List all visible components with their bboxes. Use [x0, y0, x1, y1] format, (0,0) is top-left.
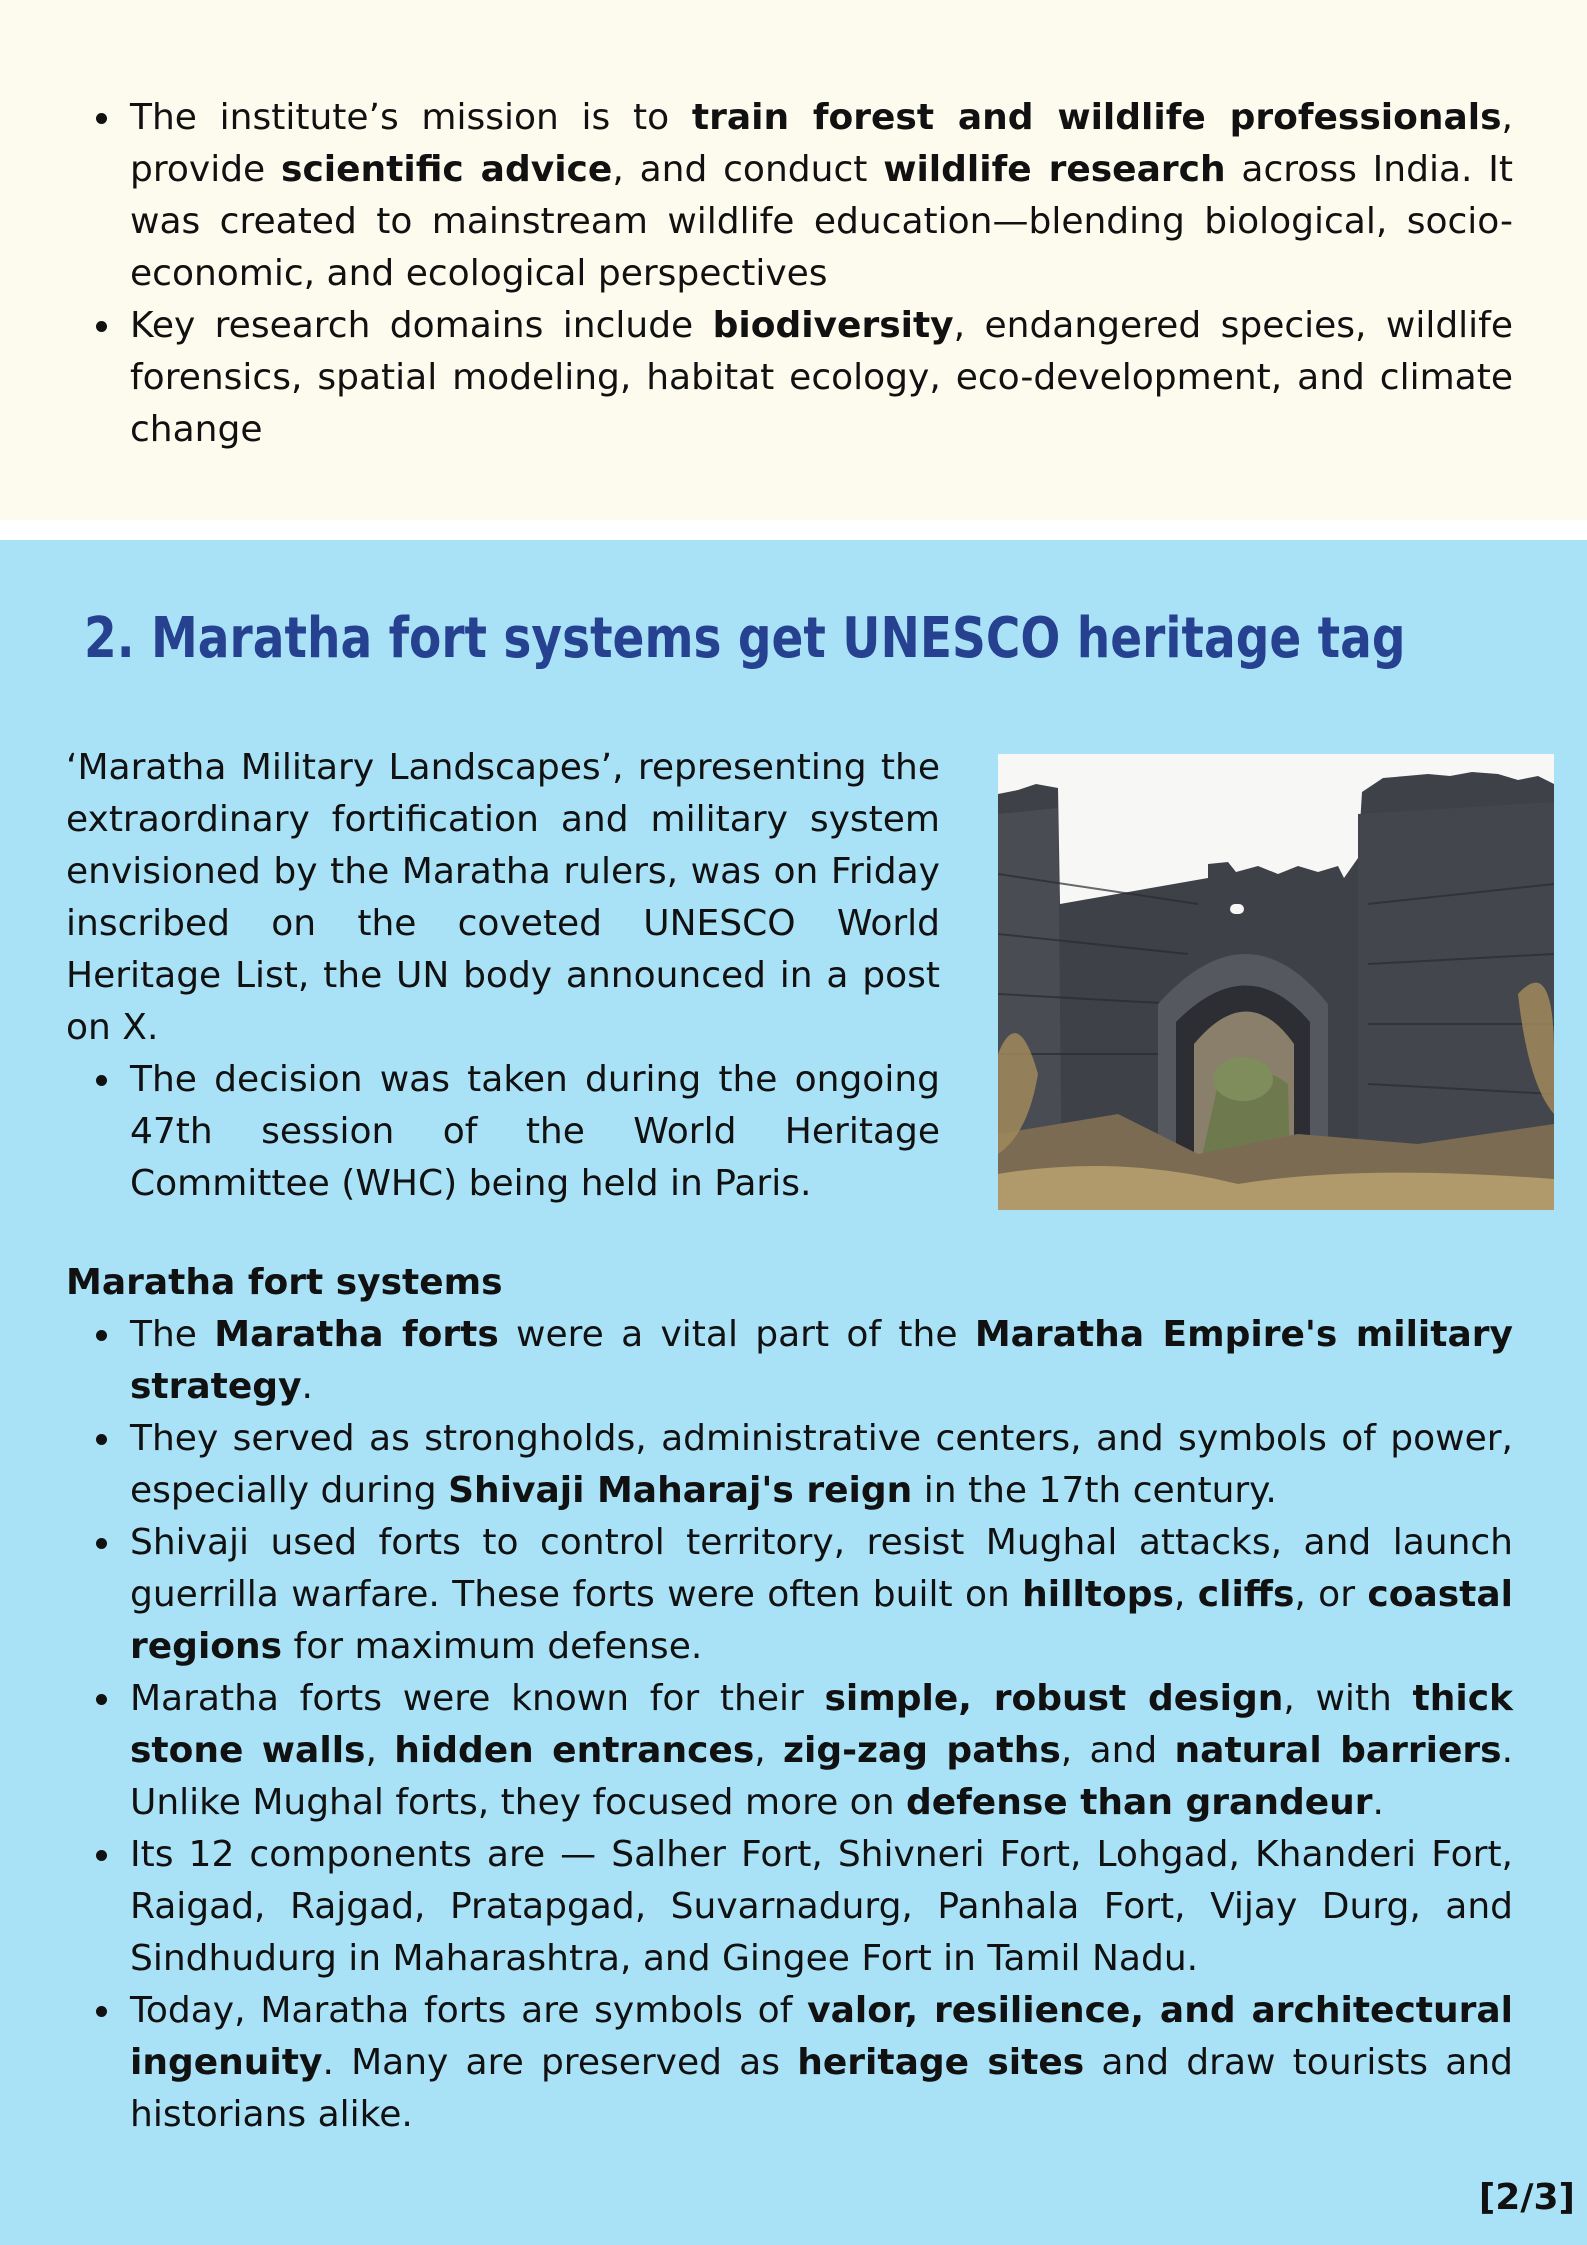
text: , or [1294, 1574, 1368, 1615]
bullet-item [66, 1673, 1513, 1829]
article-heading: 2. Maratha fort systems get UNESCO heritage tag [84, 606, 1406, 671]
text: . Many are preserved as [322, 2042, 798, 2083]
fort-systems-bullet-list [66, 1309, 1513, 2141]
bullet-item [66, 1829, 1513, 1985]
text: across India. It was created to mainstream wildlife education—blending biological, socio-economic, and ecological perspectives [130, 149, 1514, 294]
fort-gate-photo [998, 754, 1554, 1210]
text: , endangered species, wildlife forensics, spatial modeling, habitat ecology, eco-development, and climate change [130, 305, 1513, 450]
text: They served as strongholds, administrative centers, and symbols of power, especially during [130, 1418, 1513, 1511]
bullet-item [66, 1517, 1513, 1673]
text: , and conduct [612, 149, 884, 190]
bold-text: heritage sites [797, 2042, 1085, 2083]
bold-text: natural barriers [1174, 1730, 1502, 1771]
bold-text: defense than grandeur [905, 1782, 1373, 1823]
text: . Unlike Mughal forts, they focused more on [130, 1730, 1514, 1823]
text: , provide [130, 97, 1513, 190]
intro-bullet-list [66, 1054, 940, 1210]
text: . [1372, 1782, 1384, 1823]
text: Today, Maratha forts are symbols of [130, 1990, 808, 2031]
section-divider [0, 520, 1587, 540]
bold-text: cliffs [1197, 1574, 1295, 1615]
top-section [0, 0, 1587, 520]
text: The institute’s mission is to [130, 97, 692, 138]
text: in the 17th century. [912, 1470, 1277, 1511]
bold-text: Maratha Empire's military strategy [130, 1314, 1513, 1407]
text: , [754, 1730, 784, 1771]
bold-text: thick stone walls [130, 1678, 1513, 1771]
bold-text: simple, robust design [824, 1678, 1284, 1719]
bold-text: Shivaji Maharaj's reign [448, 1470, 913, 1511]
text: The decision was taken during the ongoing 47th session of the World Heritage Committee (WHC) being held in Paris. [130, 1059, 940, 1204]
text: Key research domains include [130, 305, 713, 346]
bold-text: Maratha forts [214, 1314, 499, 1355]
text: Maratha forts were known for their [130, 1678, 825, 1719]
text: Its 12 components are — Salher Fort, Shivneri Fort, Lohgad, Khanderi Fort, Raigad, Rajgad, Pratapgad, Suvarnadurg, Panhala Fort, Vijay Durg, and Sindhudurg in Maharashtra, and Gingee Fort in Tamil Nadu. [130, 1834, 1513, 1979]
bullet-item [66, 1413, 1513, 1517]
article-intro [66, 742, 940, 1210]
page-indicator: [2/3] [1478, 2177, 1575, 2218]
bold-text: valor, resilience, and architectural ingenuity [130, 1990, 1514, 2083]
text: , [365, 1730, 395, 1771]
text: , [1173, 1574, 1198, 1615]
bold-text: coastal regions [130, 1574, 1514, 1667]
text: for maximum defense. [282, 1626, 703, 1667]
intro-paragraph: ‘Maratha Military Landscapes’, representing the extraordinary fortification and military system envisioned by the Maratha rulers, was on Friday inscribed on the coveted UNESCO World Heritage List, the UN body announced in a post on X. [66, 747, 940, 1048]
text: The [130, 1314, 215, 1355]
fort-systems-subheading: Maratha fort systems [66, 1262, 503, 1303]
bold-text: scientific advice [281, 149, 613, 190]
bold-text: hidden entrances [394, 1730, 755, 1771]
bullet-item [66, 92, 1513, 300]
bold-text: train forest and wildlife professionals [691, 97, 1502, 138]
text: and draw tourists and historians alike. [130, 2042, 1513, 2135]
text: , with [1283, 1678, 1413, 1719]
bold-text: biodiversity [712, 305, 954, 346]
institute-bullet-list [66, 92, 1513, 456]
bold-text: wildlife research [883, 149, 1226, 190]
bullet-item [66, 300, 1513, 456]
bold-text: zig-zag paths [783, 1730, 1061, 1771]
bullet-item [66, 1985, 1513, 2141]
text: , and [1060, 1730, 1175, 1771]
text: were a vital part of the [498, 1314, 975, 1355]
text: Shivaji used forts to control territory, resist Mughal attacks, and launch guerrilla warfare. These forts were often built on [130, 1522, 1513, 1615]
bullet-item [66, 1054, 940, 1210]
bullet-item [66, 1309, 1513, 1413]
bold-text: hilltops [1022, 1574, 1174, 1615]
text: . [301, 1366, 313, 1407]
